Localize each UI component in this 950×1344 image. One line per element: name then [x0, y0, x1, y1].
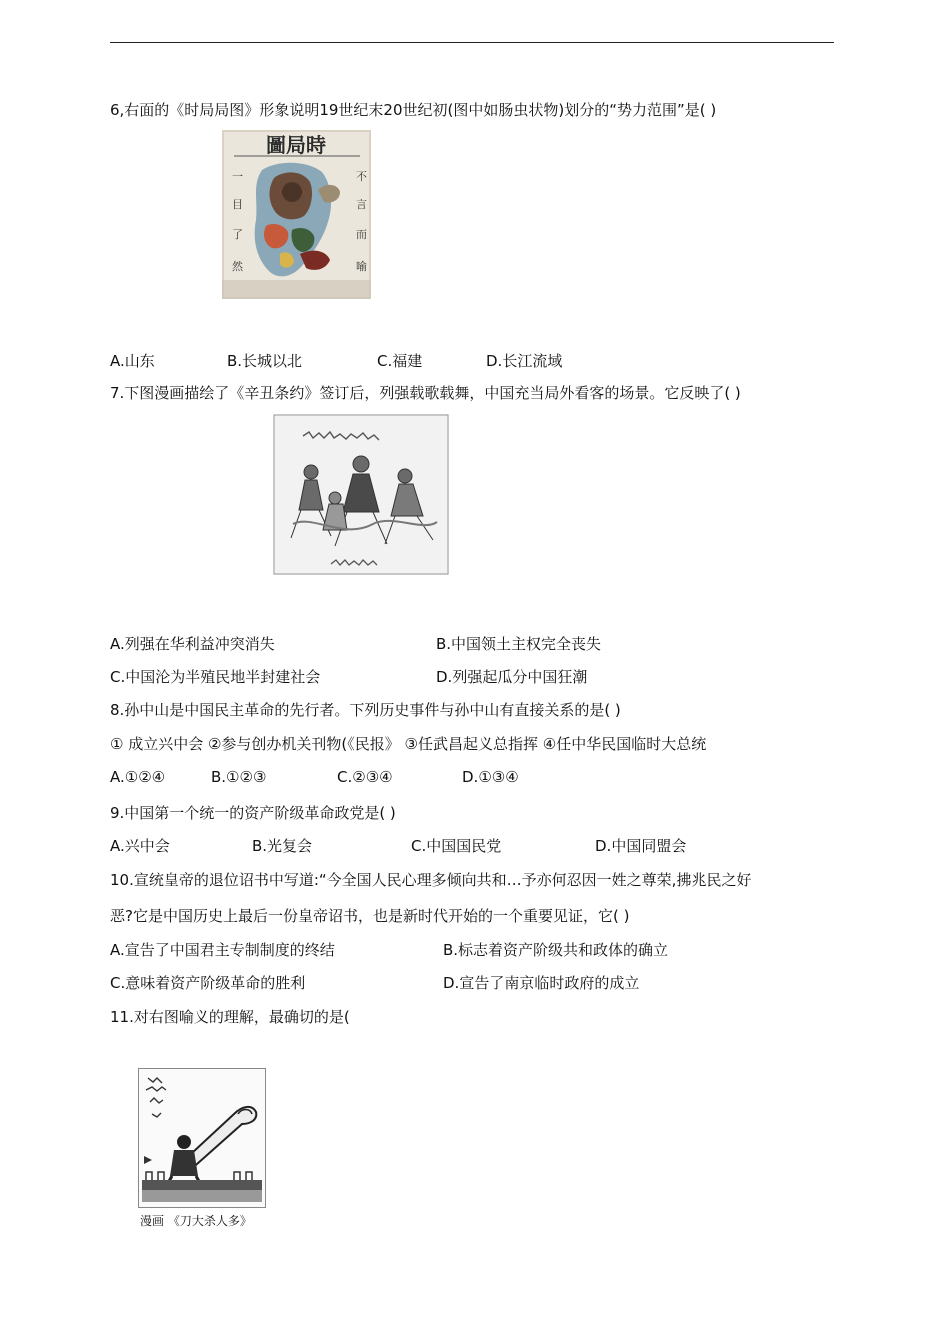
q8-stem: 8.孙中山是中国民主革命的先行者。下列历史事件与孙中山有直接关系的是( ): [110, 701, 621, 719]
q7-option-b: B.中国领土主权完全丧失: [436, 635, 602, 653]
q8-items: ① 成立兴中会 ②参与创办机关刊物(《民报》 ③任武昌起义总指挥 ④任中华民国临时大总统: [110, 735, 707, 753]
q10-option-c: C.意味着资产阶级革命的胜利: [110, 974, 306, 992]
q6-figure-left-1: 一: [232, 170, 243, 183]
q6-figure-left-3: 了: [232, 228, 243, 241]
q9-option-b: B.光复会: [252, 837, 313, 855]
q10-stem-line2: 恶?它是中国历史上最后一份皇帝诏书，也是新时代开始的一个重要见证，它( ): [110, 907, 630, 925]
q6-stem: 6,右面的《时局局图》形象说明19世纪末20世纪初(图中如肠虫状物)划分的“势力范围”是( ): [110, 101, 717, 119]
q7-stem: 7.下图漫画描绘了《辛丑条约》签订后，列强载歌载舞，中国充当局外看客的场景。它反映了( ): [110, 384, 741, 402]
q6-option-d: D.长江流域: [486, 352, 563, 370]
q10-option-d: D.宣告了南京临时政府的成立: [443, 974, 640, 992]
q8-option-b: B.①②③: [211, 768, 267, 786]
q6-option-c: C.福建: [377, 352, 423, 370]
q10-stem-line1: 10.宣统皇帝的退位诏书中写道:“今全国人民心理多倾向共和…予亦何忍因一姓之尊荣,拂兆民之好: [110, 871, 752, 889]
q6-figure-left-2: 目: [232, 198, 243, 211]
q7-option-a: A.列强在华利益冲突消失: [110, 635, 275, 653]
q11-figure-cartoon: [138, 1068, 266, 1208]
q8-option-a: A.①②④: [110, 768, 166, 786]
q9-option-d: D.中国同盟会: [595, 837, 687, 855]
q6-figure-right-2: 言: [356, 198, 367, 211]
q6-figure-right-4: 喻: [356, 260, 367, 273]
q9-option-a: A.兴中会: [110, 837, 170, 855]
q6-figure-right-1: 不: [356, 170, 367, 183]
q7-option-d: D.列强起瓜分中国狂潮: [436, 668, 588, 686]
q10-option-b: B.标志着资产阶级共和政体的确立: [443, 941, 669, 959]
q9-option-c: C.中国国民党: [411, 837, 502, 855]
q6-option-a: A.山东: [110, 352, 155, 370]
q8-option-c: C.②③④: [337, 768, 393, 786]
q6-figure-shiju-map: [222, 130, 371, 299]
header-rule: [110, 42, 834, 43]
q6-figure-title: 圖局時: [266, 133, 326, 157]
q6-figure-left-4: 然: [232, 260, 243, 273]
q7-option-c: C.中国沦为半殖民地半封建社会: [110, 668, 321, 686]
q11-figure-caption: 漫画 《刀大杀人多》: [140, 1214, 252, 1228]
q9-stem: 9.中国第一个统一的资产阶级革命政党是( ): [110, 804, 396, 822]
q7-figure-cartoon: [273, 414, 449, 575]
q10-option-a: A.宣告了中国君主专制制度的终结: [110, 941, 335, 959]
q6-figure-right-3: 而: [356, 228, 367, 241]
q8-option-d: D.①③④: [462, 768, 519, 786]
q6-option-b: B.长城以北: [227, 352, 303, 370]
q11-stem: 11.对右图喻义的理解，最确切的是(: [110, 1008, 350, 1026]
